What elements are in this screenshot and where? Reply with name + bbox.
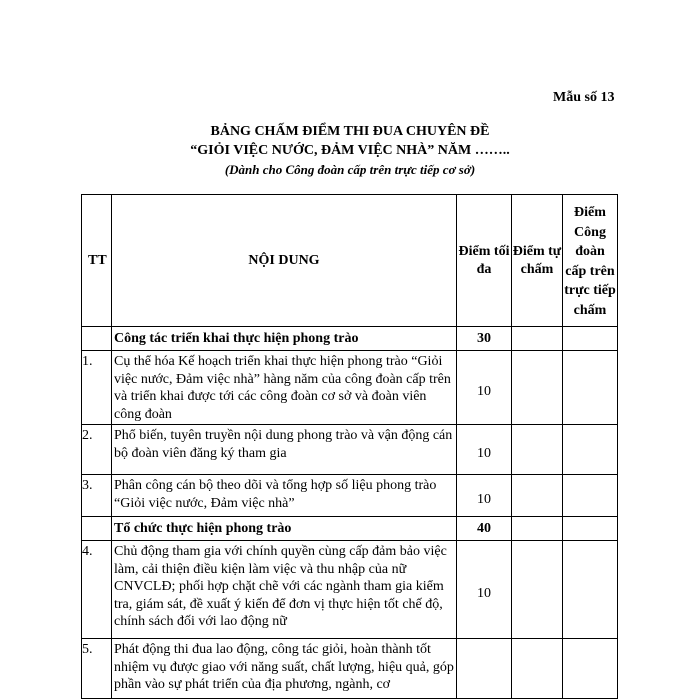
- form-number: Mẫu số 13: [553, 90, 615, 105]
- item-content: Phổ biến, tuyên truyền nội dung phong trào và vận động cán bộ đoàn viên đăng ký tham gia: [112, 425, 457, 475]
- item-number: 5.: [82, 639, 112, 699]
- self-score-cell[interactable]: [512, 351, 563, 425]
- table-row: [82, 425, 618, 475]
- document-title-line2: “GIỎI VIỆC NƯỚC, ĐẢM VIỆC NHÀ” NĂM ……..: [190, 143, 510, 158]
- table-row: [82, 541, 618, 639]
- upper-score-cell[interactable]: [563, 541, 618, 639]
- item-number: 2.: [82, 425, 112, 475]
- scoring-table: [81, 194, 618, 699]
- item-points: 10: [457, 475, 512, 517]
- header-content: NỘI DUNG: [112, 195, 457, 327]
- self-score-cell[interactable]: [512, 541, 563, 639]
- document-subtitle: (Dành cho Công đoàn cấp trên trực tiếp cơ sở): [224, 162, 476, 177]
- item-number: 4.: [82, 541, 112, 639]
- item-points: [457, 639, 512, 699]
- item-number: 1.: [82, 351, 112, 425]
- table-row: [82, 639, 618, 699]
- upper-score-cell[interactable]: [563, 475, 618, 517]
- item-content: Chủ động tham gia với chính quyền cùng cấp đảm bảo việc làm, cải thiện điều kiện làm việc và thu nhập của nữ CNVCLĐ; phối hợp chặt chẽ với các ngành tham gia kiểm tra, giám sát, đề xuất ý kiến để đơn vị thực hiện tốt chế độ, chính sách đối với lao động nữ: [112, 541, 457, 639]
- header-tt: TT: [82, 195, 112, 327]
- header-max-points: Điểm tối đa: [457, 195, 512, 327]
- upper-score-cell[interactable]: [563, 425, 618, 475]
- item-points: 10: [457, 425, 512, 475]
- section-no-cell: [82, 327, 112, 351]
- table-row: [82, 351, 618, 425]
- self-score-cell[interactable]: [512, 517, 563, 541]
- item-content: Phân công cán bộ theo dõi và tổng hợp số liệu phong trào “Giỏi việc nước, Đảm việc nhà”: [112, 475, 457, 517]
- table-header-row: [82, 195, 618, 327]
- upper-score-cell[interactable]: [563, 517, 618, 541]
- section-row: [82, 327, 618, 351]
- section-title: Công tác triển khai thực hiện phong trào: [112, 327, 457, 351]
- header-self-score: Điểm tự chấm: [512, 195, 563, 327]
- self-score-cell[interactable]: [512, 639, 563, 699]
- table-row: [82, 475, 618, 517]
- upper-score-cell[interactable]: [563, 351, 618, 425]
- section-points: 40: [457, 517, 512, 541]
- upper-score-cell[interactable]: [563, 639, 618, 699]
- header-upper-score: Điểm Công đoàn cấp trên trực tiếp chấm: [563, 195, 618, 327]
- item-points: 10: [457, 351, 512, 425]
- upper-score-cell[interactable]: [563, 327, 618, 351]
- section-title: Tổ chức thực hiện phong trào: [112, 517, 457, 541]
- item-points: 10: [457, 541, 512, 639]
- document-title: BẢNG CHẤM ĐIỂM THI ĐUA CHUYÊN ĐỀ: [210, 124, 490, 139]
- self-score-cell[interactable]: [512, 425, 563, 475]
- section-no-cell: [82, 517, 112, 541]
- section-points: 30: [457, 327, 512, 351]
- item-number: 3.: [82, 475, 112, 517]
- self-score-cell[interactable]: [512, 475, 563, 517]
- item-content: Phát động thi đua lao động, công tác giỏi, hoàn thành tốt nhiệm vụ được giao với năng suất, chất lượng, hiệu quả, góp phần vào sự phát triển của địa phương, ngành, cơ: [112, 639, 457, 699]
- self-score-cell[interactable]: [512, 327, 563, 351]
- item-content: Cụ thể hóa Kế hoạch triển khai thực hiện phong trào “Giỏi việc nước, Đảm việc nhà” hàng năm của công đoàn cấp trên và triển khai được tới các công đoàn cơ sở và đoàn viên công đoàn: [112, 351, 457, 425]
- section-row: [82, 517, 618, 541]
